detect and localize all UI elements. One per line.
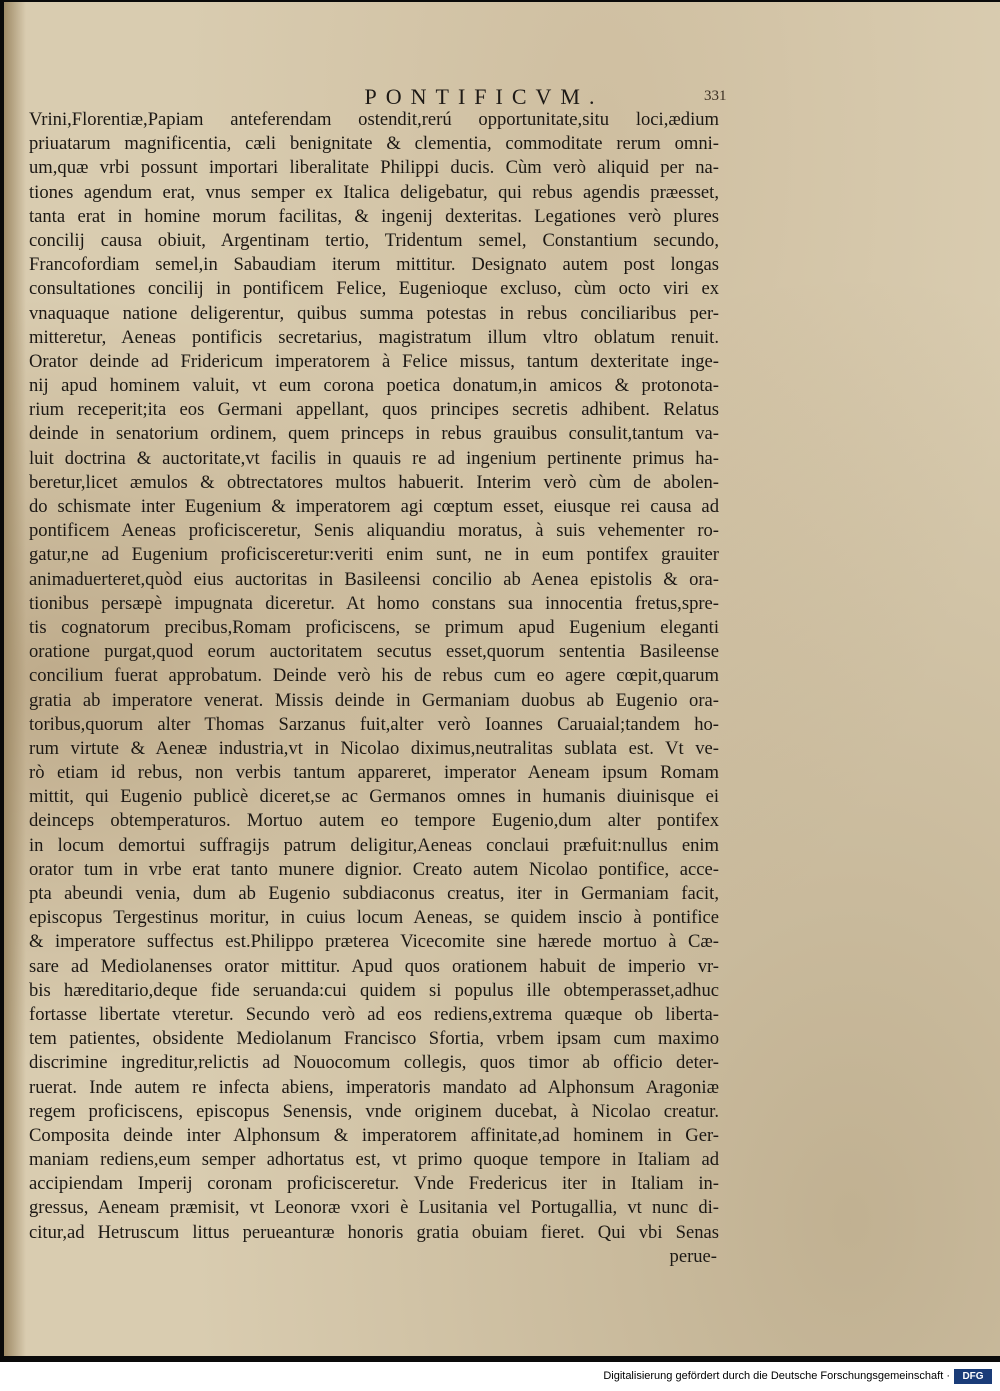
page-gutter-shadow	[4, 2, 26, 1356]
text-line: oratione purgat,quod eorum auctoritatem secutus esset,quorum sententia Basileense	[29, 641, 719, 663]
text-line: rium receperit;ita eos Germani appellant, quos principes secretis adhibent. Relatus	[29, 399, 719, 421]
text-line: beretur,licet æmulos & obtrectatores multos habuerit. Interim verò cùm de abolen-	[29, 471, 719, 493]
text-line: Orator deinde ad Fridericum imperatorem à Felice missus, tantum dexteritate inge-	[29, 350, 719, 372]
text-line: mitteretur, Aeneas pontificis secretarius, magistratum illum vltro oblatum renuit.	[29, 326, 719, 348]
body-text	[29, 108, 719, 1269]
text-line: luit doctrina & auctoritate,vt facilis in quauis re ad ingenium pertinente primus ha-	[29, 447, 719, 469]
text-line: citur,ad Hetruscum littus perueanturæ honoris gratia obuiam fieret. Qui vbi Senas	[29, 1221, 719, 1243]
text-line: ruerat. Inde autem re infecta abiens, imperatoris mandato ad Alphonsum Aragoniæ	[29, 1076, 719, 1098]
text-line: tionibus persæpè impugnata diceretur. At homo constans sua innocentia fretus,spre-	[29, 592, 719, 614]
text-line: discrimine ingreditur,relictis ad Nouocomum collegis, quos timor ab officio deter-	[29, 1052, 719, 1074]
text-line: Francofordiam semel,in Sabaudiam iterum mittitur. Designato autem post longas	[29, 254, 719, 276]
text-line: regem proficiscens, episcopus Senensis, vnde originem ducebat, à Nicolao creatur.	[29, 1100, 719, 1122]
text-line: nij apud hominem valuit, vt eum corona poetica donatum,in amicos & protonota-	[29, 375, 719, 397]
text-line: pontificem Aeneas proficisceretur, Senis aliquandiu moratus, à suis vehementer ro-	[29, 520, 719, 542]
text-line: tis cognatorum precibus,Romam proficiscens, se primum apud Eugenium eleganti	[29, 616, 719, 638]
text-line: animaduerteret,quòd eius auctoritas in Basileensi concilio ab Aenea epistolis & ora-	[29, 568, 719, 590]
text-line: gressus, Aeneam præmisit, vt Leonoræ vxori è Lusitania vel Portugallia, vt nunc di-	[29, 1197, 719, 1219]
text-line: consultationes concilij in pontificem Felice, Eugenioque excluso, cùm octo viri ex	[29, 278, 719, 300]
running-title: PONTIFICVM.	[364, 84, 604, 109]
text-line: Composita deinde inter Alphonsum & imperatorem affinitate,ad hominem in Ger-	[29, 1124, 719, 1146]
text-line: um,quæ vrbi possunt importari liberalitate Philippi ducis. Cùm verò aliquid per na-	[29, 157, 719, 179]
text-line: concilij causa obiuit, Argentinam tertio, Tridentum semel, Constantium secundo,	[29, 229, 719, 251]
text-line: priuatarum magnificentia, cæli benignitate & clementia, commoditate rerum omni-	[29, 133, 719, 155]
text-line: vnaquaque natione deligerentur, quibus summa potestas in rebus conciliaribus per-	[29, 302, 719, 324]
text-line: tiones agendum erat, vnus semper ex Italica deligebatur, qui rebus agendis præesset,	[29, 181, 719, 203]
text-line: maniam rediens,eum semper adhortatus est, vt primo quoque tempore in Italiam ad	[29, 1149, 719, 1171]
catchword: perue-	[669, 1245, 717, 1267]
text-line: gratia ab imperatore venerat. Missis deinde in Germaniam duobus ab Eugenio ora-	[29, 689, 719, 711]
text-line: fortasse libertate vteretur. Secundo verò ad eos rediens,extrema quæque ob liberta-	[29, 1003, 719, 1025]
text-line: deinceps obtemperaturos. Mortuo autem eo tempore Eugenio,dum alter pontifex	[29, 810, 719, 832]
dfg-logo: DFG	[954, 1369, 992, 1384]
text-line: pta abeundi venia, dum ab Eugenio subdiaconus creatus, iter in Germaniam facit,	[29, 883, 719, 904]
text-line: in locum demortui suffragijs patrum deligitur,Aeneas conclaui præfuit:nullus enim	[29, 834, 719, 856]
text-line: bis hæreditario,deque fide seruanda:cui quidem si populus ille obtemperasset,adhuc	[29, 979, 719, 1001]
text-line: rò etiam id rebus, non verbis tantum appareret, imperator Aeneam ipsum Romam	[29, 762, 719, 784]
text-line: do schismate inter Eugenium & imperatorem agi cœptum esset, eiusque rei causa ad	[29, 496, 719, 517]
text-line: tem patientes, obsidente Mediolanum Francisco Sfortia, vrbem ipsam cum maximo	[29, 1028, 719, 1050]
text-line: mittit, qui Eugenio publicè diceret,se ac Germanos omnes in humanis diuinisque ei	[29, 786, 719, 808]
page-number: 331	[704, 88, 727, 104]
text-line: Vrini,Florentiæ,Papiam anteferendam ostendit,rerú opportunitate,situ loci,ædium	[29, 109, 719, 130]
text-line: concilium fuerat approbatum. Deinde verò his de rebus cum eo agere cœpit,quarum	[29, 665, 719, 687]
text-line: accipiendam Imperij coronam proficisceretur. Vnde Fredericus iter in Italiam in-	[29, 1173, 719, 1195]
text-line: tanta erat in homine morum facilitas, & ingenij dexteritas. Legationes verò plures	[29, 205, 719, 227]
funding-notice: Digitalisierung gefördert durch die Deutsche Forschungsgemeinschaft ·	[603, 1370, 950, 1382]
text-line: rum virtute & Aeneæ industria,vt in Nicolao diximus,neutralitas sublata est. Vt ve-	[29, 737, 719, 759]
book-page	[4, 2, 1000, 1356]
text-line: & imperatore suffectus est.Philippo præterea Vicecomite sine hærede mortuo à Cæ-	[29, 931, 719, 953]
text-line: deinde in senatorium ordinem, quem princeps in rebus grauibus consulit,tantum va-	[29, 423, 719, 445]
footer-bar	[0, 1362, 1000, 1391]
text-line: gatur,ne ad Eugenium proficisceretur:veriti enim sunt, ne in eum pontifex grauiter	[29, 544, 719, 566]
text-line: toribus,quorum alter Thomas Sarzanus fuit,alter verò Ioannes Caruaial;tandem ho-	[29, 713, 719, 735]
text-line: orator tum in vrbe erat tanto munere dignior. Creato autem Nicolao pontifice, acce-	[29, 858, 719, 880]
text-line: sare ad Mediolanenses orator mittitur. Apud quos orationem habuit de imperio vr-	[29, 955, 719, 977]
text-line: episcopus Tergestinus moritur, in cuius locum Aeneas, se quidem inscio à pontifice	[29, 907, 719, 929]
